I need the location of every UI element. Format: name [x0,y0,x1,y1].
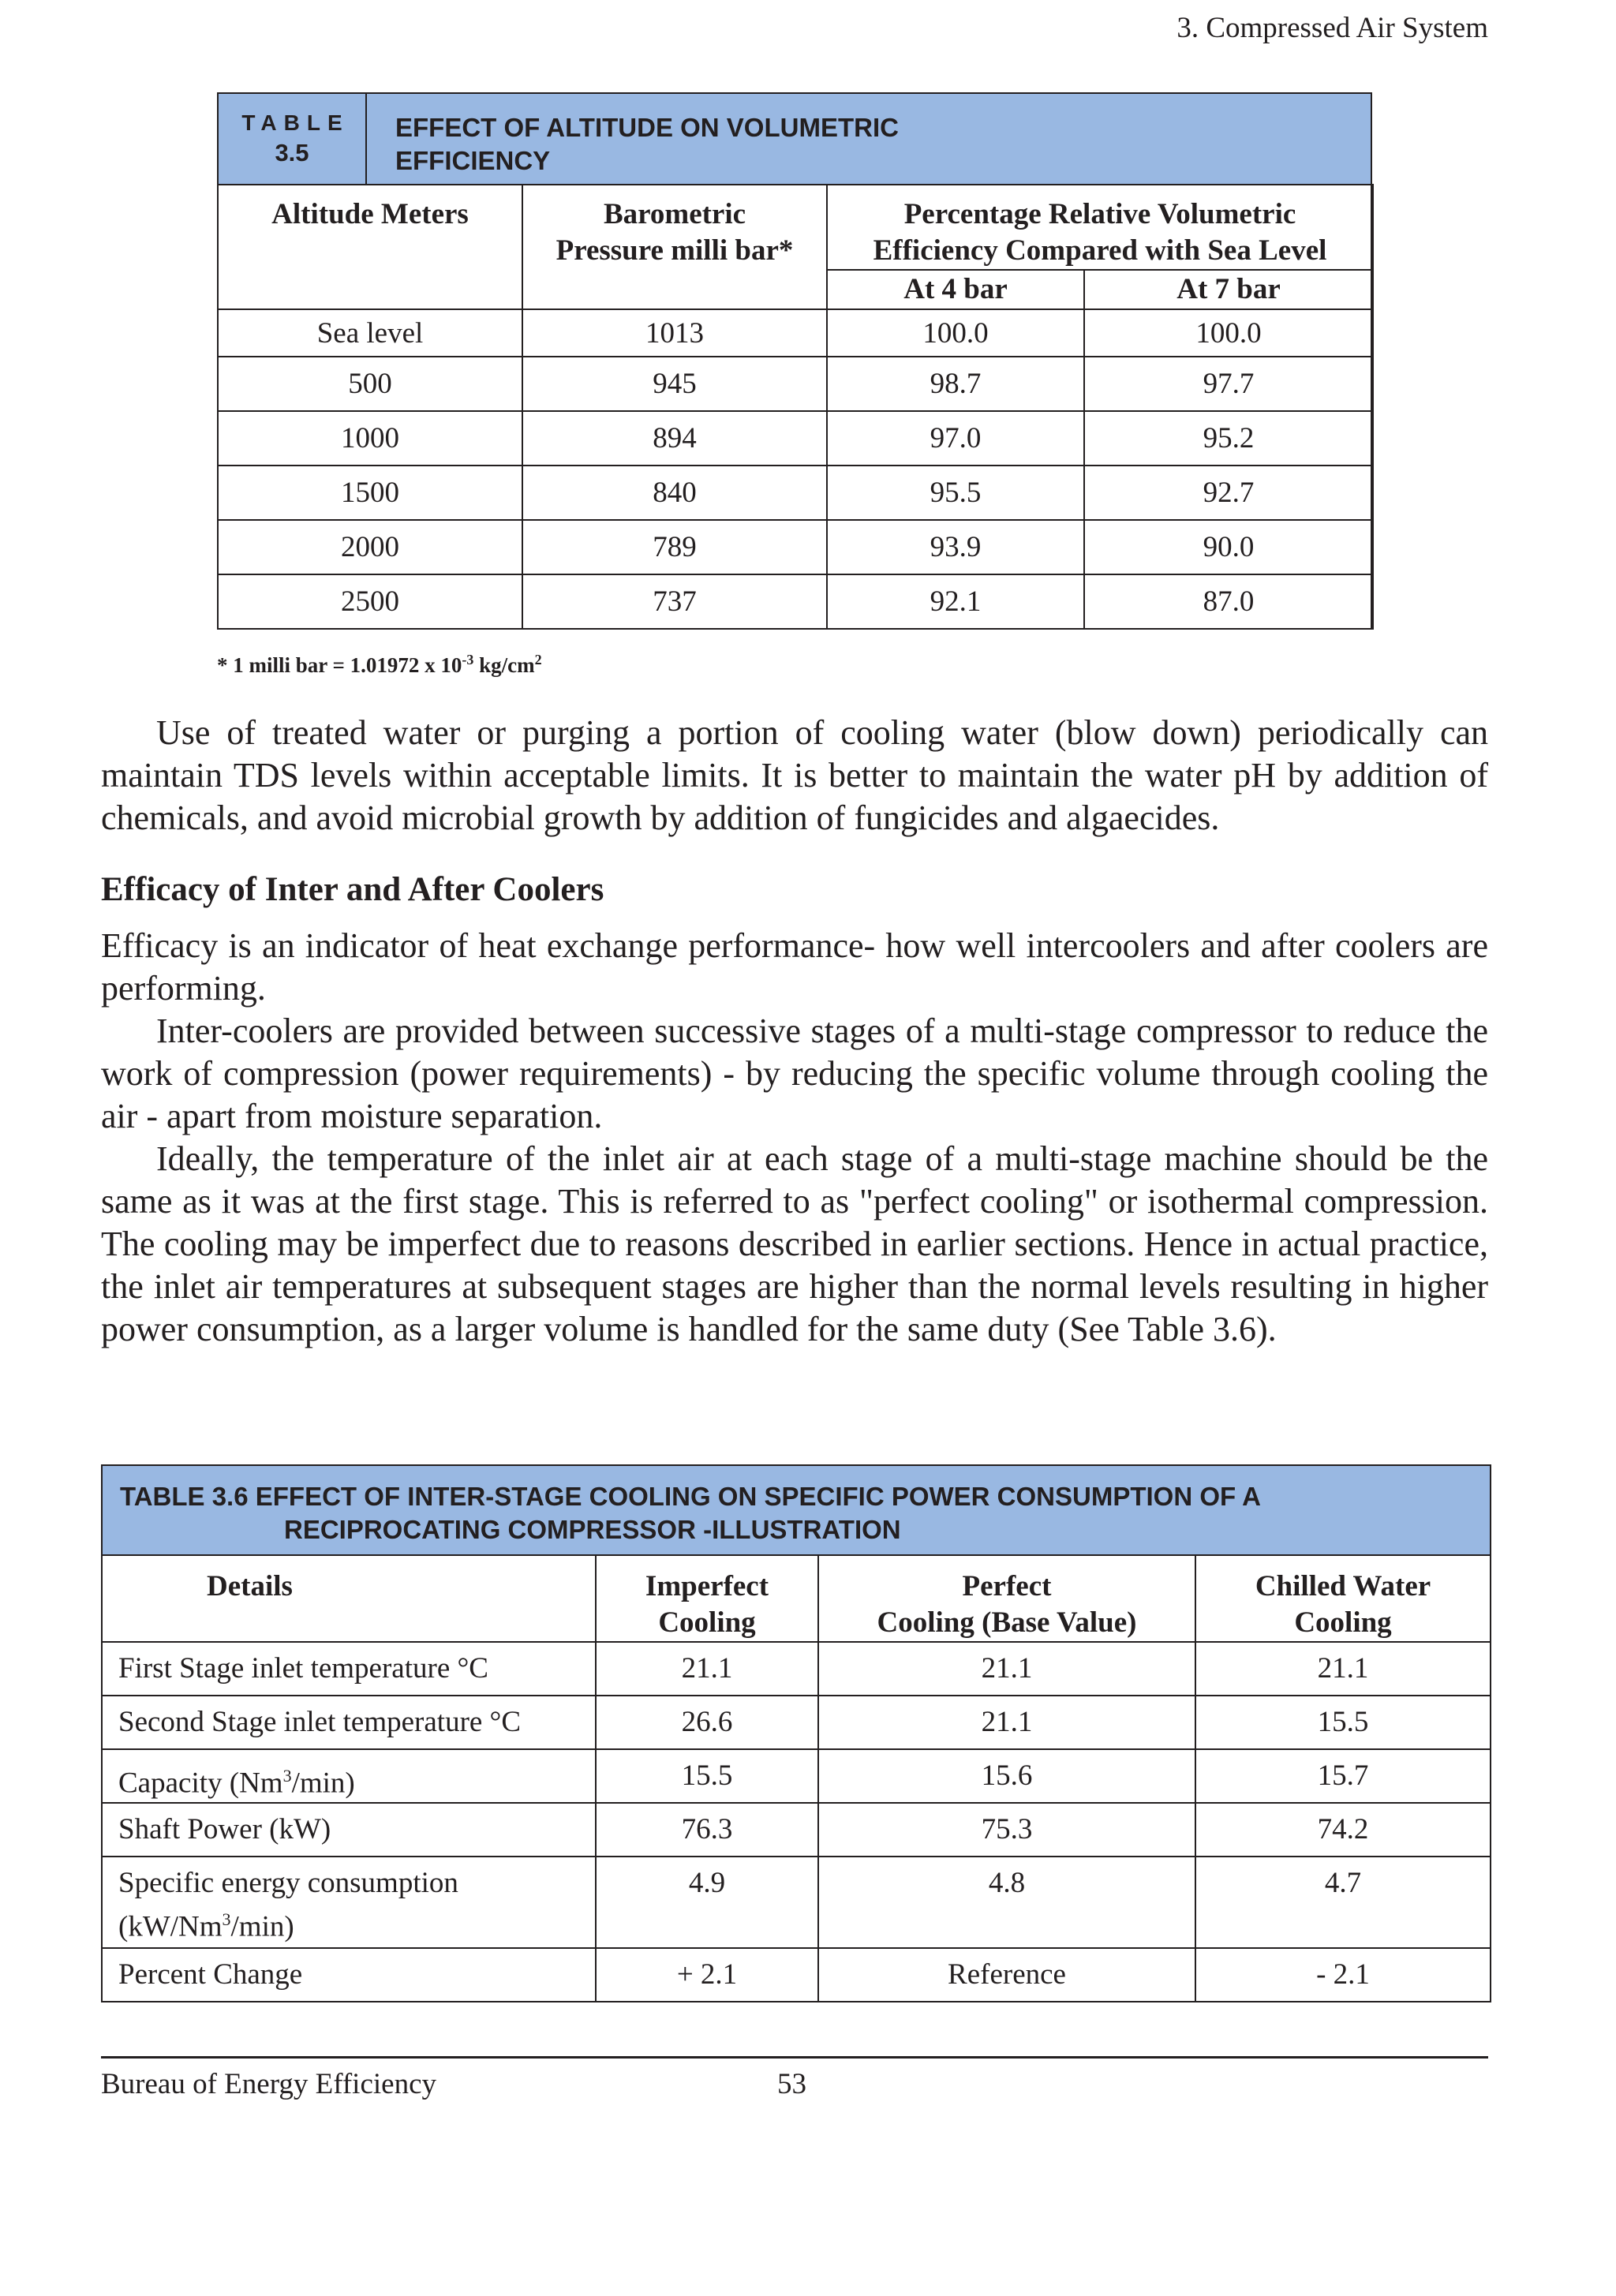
table-3-6-title: TABLE 3.6 EFFECT OF INTER-STAGE COOLING ON SPECIFIC POWER CONSUMPTION OF A RECIPROCATING COMPRESSOR -ILLUSTRATION [103,1466,1490,1556]
table-row: 2500 737 92.1 87.0 [218,574,1373,629]
table-3-5-title [367,94,1371,184]
table-3-5-label [219,94,367,184]
table-row: 1500 840 95.5 92.7 [218,466,1373,520]
body-paragraph: Use of treated water or purging a portion of cooling water (blow down) periodically can maintain TDS levels within acceptable limits. It is better to maintain the water pH by addition of chemicals, and avoid microbial growth by addition of fungicides and algaecides. [101,713,1488,837]
col-efficiency: Percentage Relative Volumetric Efficiency Compared with Sea Level [827,185,1373,270]
col-chilled-water-cooling: Chilled Water Cooling [1195,1555,1491,1642]
table-3-5-grid [217,184,1374,630]
col-pressure: Barometric Pressure milli bar* [522,185,827,309]
table-row: Second Stage inlet temperature °C 26.6 21.1 15.5 [102,1696,1491,1749]
col-at-4-bar: At 4 bar [827,270,1084,309]
col-altitude: Altitude Meters [218,185,522,309]
footer-divider [101,2056,1488,2059]
body-paragraph: Inter-coolers are provided between successive stages of a multi-stage compressor to reduce the work of compression (power requirements) - by reducing the specific volume through cooling the air - apart from moisture separation. [101,1012,1488,1135]
table-3-5-title-line2: EFFICIENCY [395,146,551,175]
chapter-header: 3. Compressed Air System [1176,12,1488,44]
body-paragraph: Efficacy is an indicator of heat exchange performance- how well intercoolers and after coolers are performing. [101,926,1488,1008]
table-row: Specific energy consumption (kW/Nm$^3$/min) 4.9 4.8 4.7 [102,1857,1491,1948]
table-3-5-caption [219,94,1371,185]
table-row: First Stage inlet temperature °C 21.1 21.1 21.1 [102,1642,1491,1696]
table-row: 2000 789 93.9 90.0 [218,520,1373,574]
table-word: TABLE [241,110,350,135]
table-row: Shaft Power (kW) 76.3 75.3 74.2 [102,1803,1491,1857]
table-row: 500 945 98.7 97.7 [218,357,1373,411]
table-3-5-title-line1: EFFECT OF ALTITUDE ON VOLUMETRIC [395,113,899,142]
table-row: 1000 894 97.0 95.2 [218,411,1373,466]
table-3-5-footnote: * 1 milli bar = 1.01972 x $10^{-3}$ $kg/cm^2$ [217,652,542,677]
table-3-5 [217,92,1372,630]
body-paragraph: Ideally, the temperature of the inlet air at each stage of a multi-stage machine should be the same as it was at the first stage. This is referred to as "perfect cooling" or isothermal compression. The cooling may be imperfect due to reasons described in earlier sections. Hence in actual practice, the inlet air temperatures at subsequent stages are higher than the normal levels resulting in higher power consumption, as a larger volume is handled for the same duty (See Table 3.6). [101,1139,1488,1348]
section-heading: Efficacy of Inter and After Coolers [101,871,604,908]
table-number: 3.5 [275,139,309,166]
page-number: 53 [777,2068,806,2100]
table-row: Sea level 1013 100.0 100.0 [218,309,1373,357]
table-row: Capacity (Nm$^3$/min) 15.5 15.6 15.7 [102,1749,1491,1803]
table-3-6-grid [101,1554,1491,2002]
body-text [101,925,1488,1351]
footer-organization: Bureau of Energy Efficiency [101,2068,436,2100]
table-row: Percent Change + 2.1 Reference - 2.1 [102,1948,1491,2002]
col-at-7-bar: At 7 bar [1084,270,1373,309]
table-3-6 [101,1464,1491,2002]
col-perfect-cooling: Perfect Cooling (Base Value) [818,1555,1195,1642]
col-imperfect-cooling: Imperfect Cooling [596,1555,818,1642]
col-details: Details [102,1555,596,1642]
